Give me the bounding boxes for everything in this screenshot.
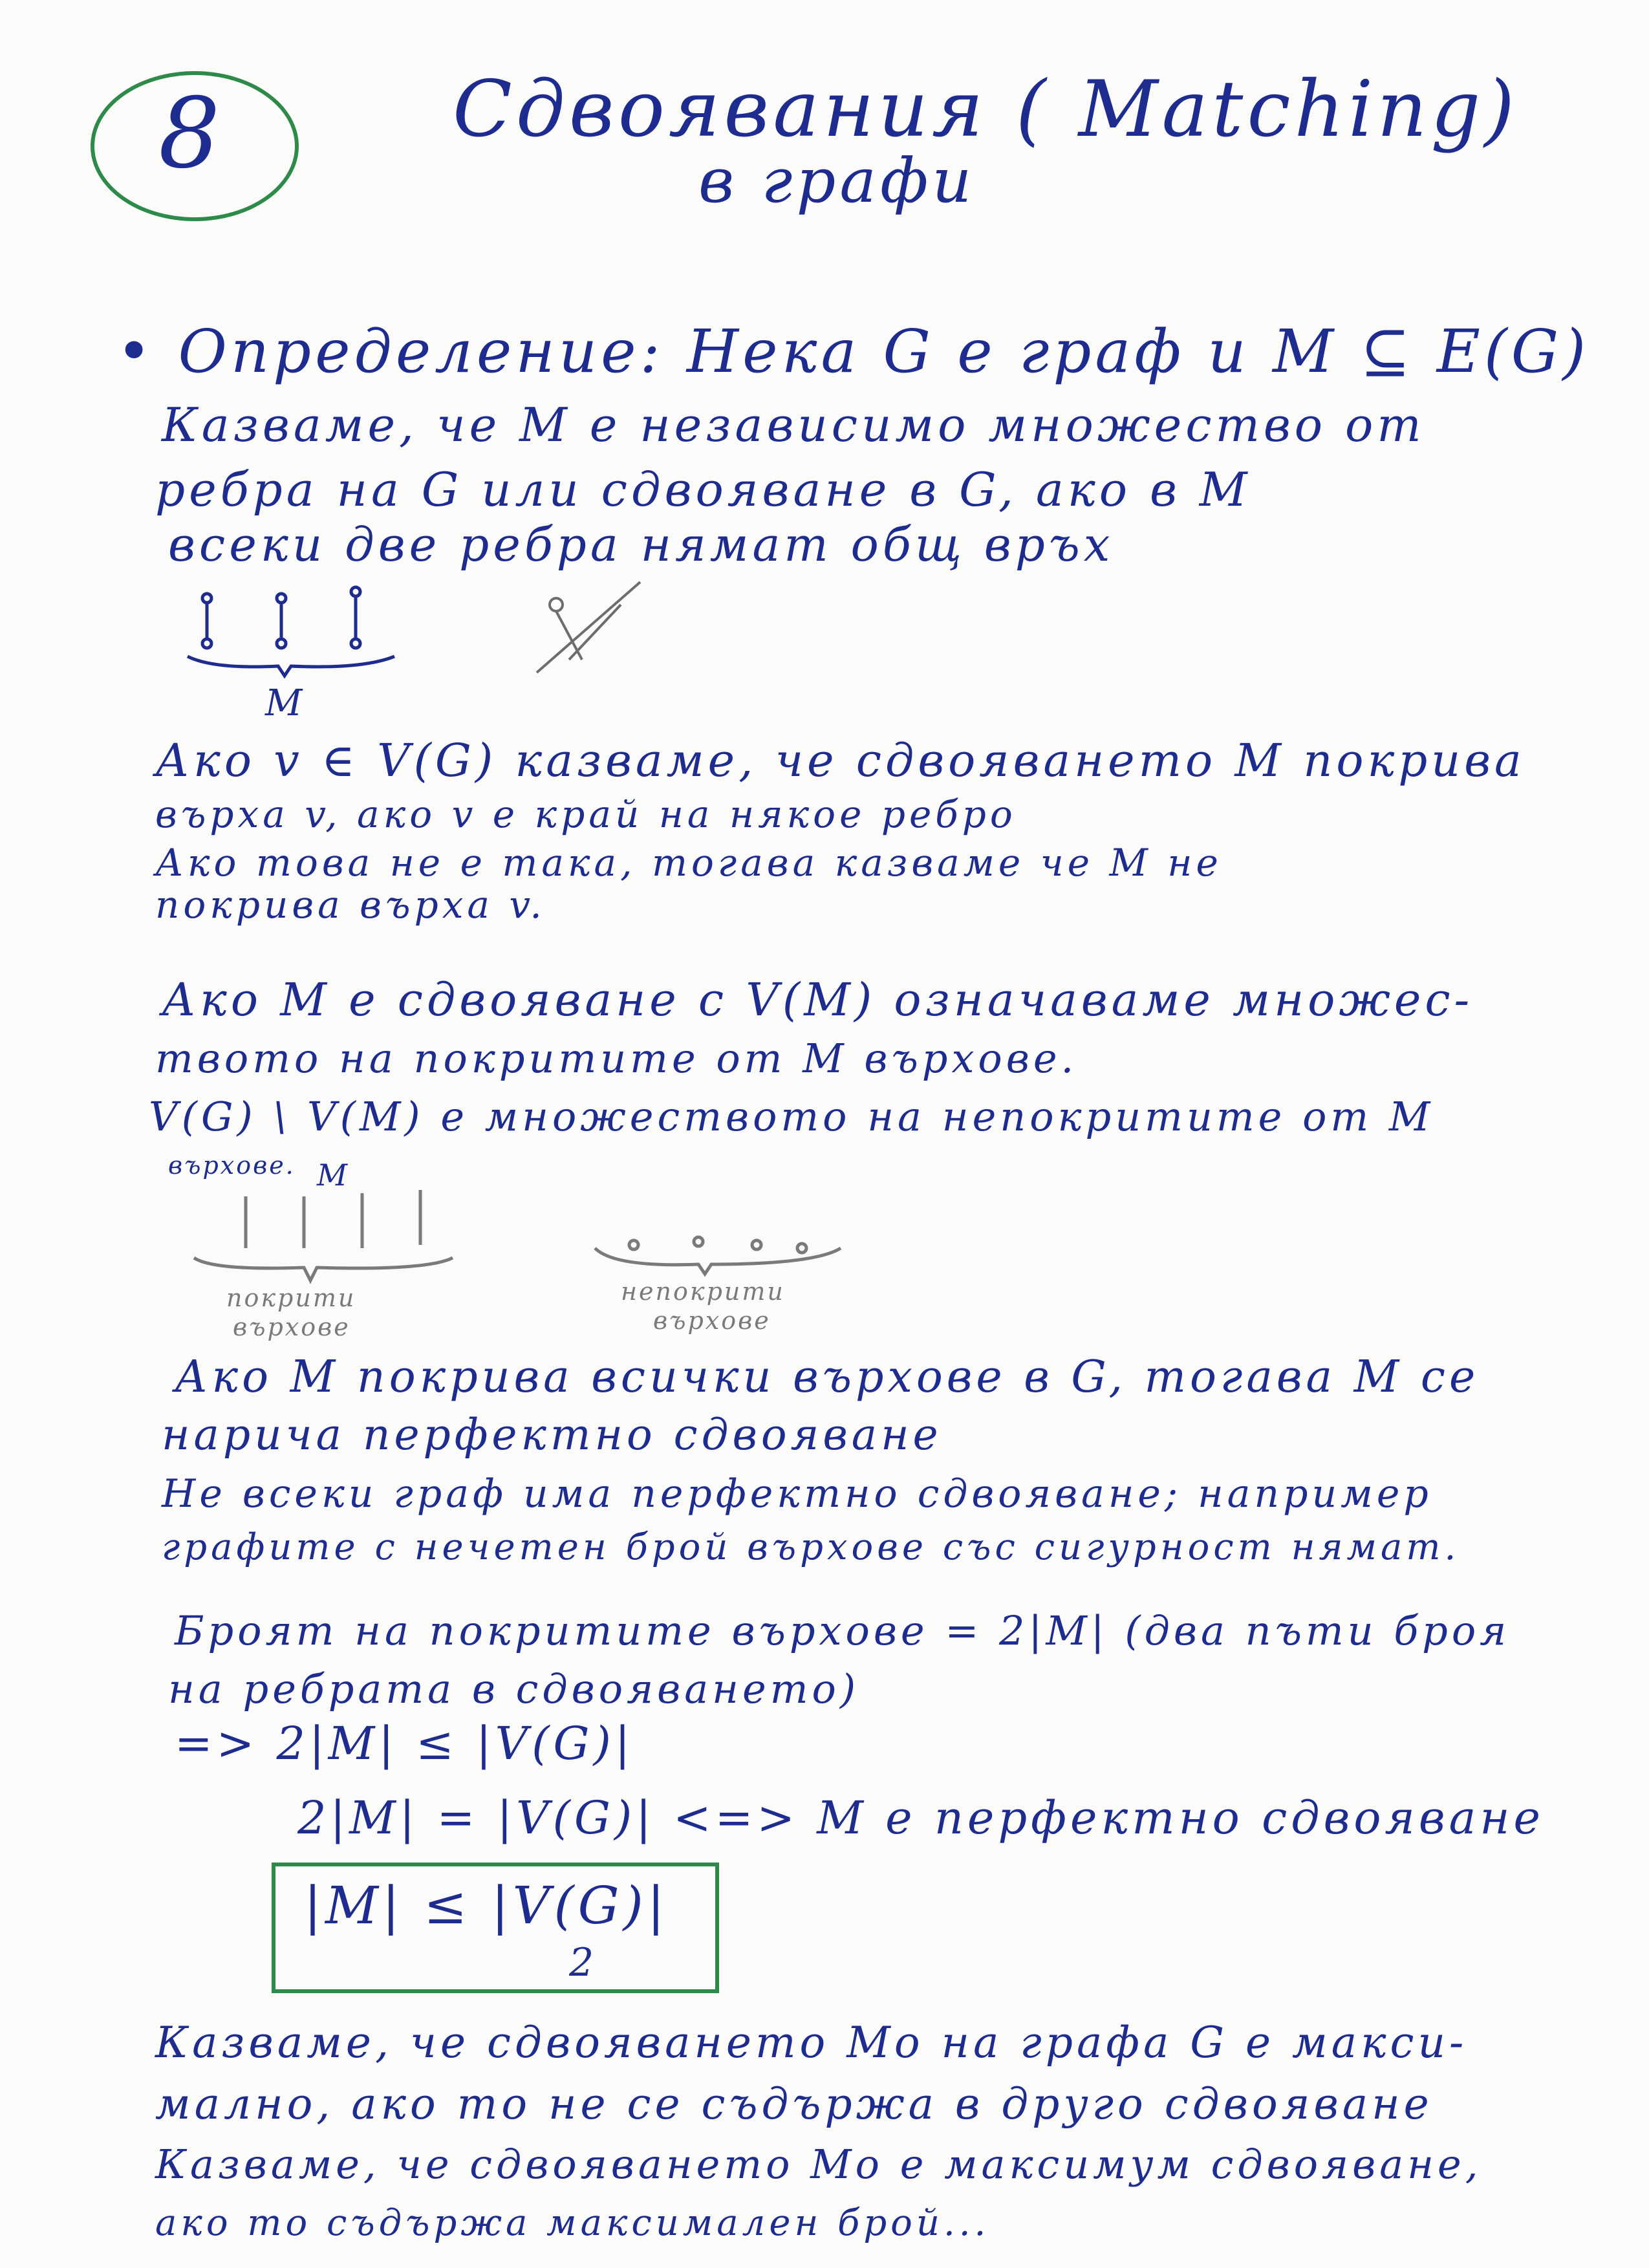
text-line: мално, ако то не се съдържа в друго сдвояване <box>155 2079 1433 2129</box>
text-line: Ако M покрива всички върхове в G, тогава M се <box>175 1352 1480 1403</box>
text-line: ребра на G или сдвояване в G, ако в M <box>155 462 1251 517</box>
sketch-label-uncovered: непокрити <box>621 1277 785 1306</box>
matching-sketch-1 <box>188 587 394 676</box>
sketch-label-uncovered2: върхове <box>653 1306 771 1335</box>
text-line: покрива върха v. <box>155 883 546 927</box>
crossed-sketch <box>537 582 640 673</box>
text-line: ако то съдържа максимален брой... <box>155 2202 990 2244</box>
matching-sketch-2 <box>194 1190 841 1280</box>
page-title: Сдвоявания ( Matching) <box>453 65 1519 155</box>
formula-line: 2|M| = |V(G)| <=> M е перфектно сдвояване <box>297 1791 1544 1844</box>
boxed-formula: |M| ≤ |V(G)| <box>304 1875 669 1936</box>
formula-line: => 2|M| ≤ |V(G)| <box>175 1717 634 1770</box>
sketch-label-m2: M <box>317 1158 350 1193</box>
page-subtitle: в графи <box>698 146 976 217</box>
text-line: Казваме, че M е независимо множество от <box>162 398 1425 452</box>
text-line: Ако M е сдвояване с V(M) означаваме множес- <box>162 973 1474 1026</box>
page-number: 8 <box>158 78 221 190</box>
text-line: Броят на покритите върхове = 2|M| (два пъти броя <box>175 1607 1511 1654</box>
text-line: върха v, ако v е край на някое ребро <box>155 792 1017 836</box>
sketch-label-covered: покрити <box>226 1284 356 1312</box>
text-line: V(G) \ V(M) е множеството на непокритите от M <box>149 1093 1434 1140</box>
text-line: върхове. <box>168 1151 296 1180</box>
text-line: Казваме, че сдвояването Mo на графа G е макси- <box>155 2018 1468 2068</box>
text-line: твото на покритите от M върхове. <box>155 1035 1078 1082</box>
boxed-formula-denominator: 2 <box>569 1940 598 1985</box>
text-line: Не всеки граф има перфектно сдвояване; например <box>162 1471 1432 1517</box>
text-line: нарича перфектно сдвояване <box>162 1410 942 1460</box>
text-line: Ако v ∈ V(G) казваме, че сдвояването M покрива <box>155 734 1525 787</box>
text-line: графите с нечетен брой върхове със сигурност нямат. <box>162 1526 1460 1568</box>
sketch-label-covered2: върхове <box>233 1313 350 1341</box>
text-line: на ребрата в сдвояването) <box>168 1665 860 1712</box>
definition-line: • Определение: Нека G е граф и M ⊆ E(G) <box>116 317 1590 386</box>
text-line: Ако това не е така, тогава казваме че M не <box>155 841 1222 885</box>
text-line: всеки две ребра нямат общ връх <box>168 517 1114 572</box>
text-line: Казваме, че сдвояването Mo е максимум сдвояване, <box>155 2141 1482 2188</box>
sketch-label-m: M <box>265 682 307 724</box>
